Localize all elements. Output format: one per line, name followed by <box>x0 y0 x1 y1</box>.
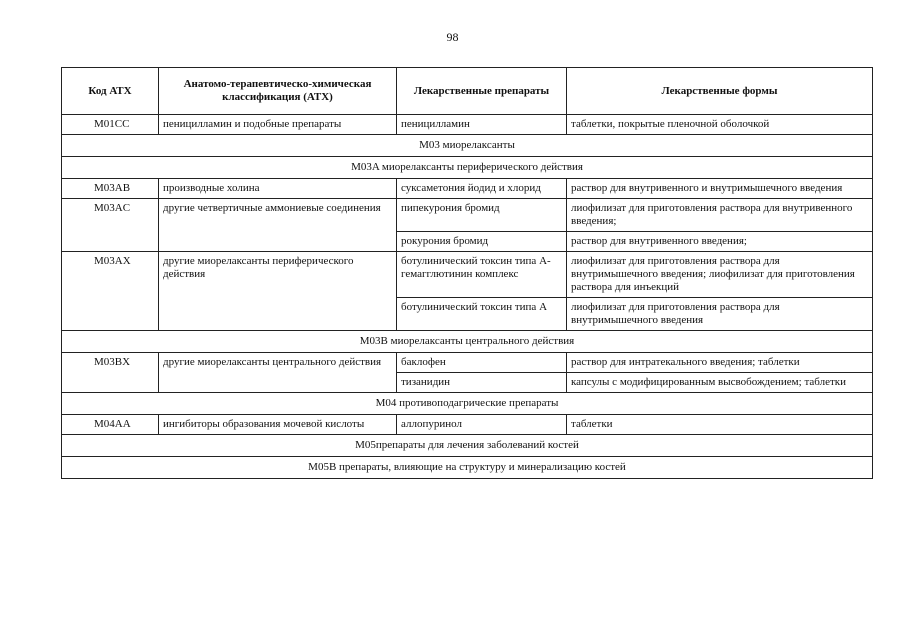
drug-form: таблетки <box>567 415 873 435</box>
table-row <box>62 252 873 298</box>
drug-form: раствор для интратекального введения; таблетки <box>567 353 873 373</box>
section-title: M05препараты для лечения заболеваний костей <box>62 435 873 457</box>
drug-form <box>567 252 873 298</box>
table-row <box>62 415 873 435</box>
drug-form-line: лиофилизат для приготовления раствора для внутримышечного введения; лиофилизат для приготовления <box>571 255 855 280</box>
atc-code: M04AA <box>62 415 159 435</box>
section-row <box>62 135 873 157</box>
drug-form: таблетки, покрытые пленочной оболочкой <box>567 115 873 135</box>
drug-form: капсулы с модифицированным высвобождением; таблетки <box>567 373 873 393</box>
drug-name: ботулинический токсин типа А-гемагглютинин комплекс <box>397 252 567 298</box>
table-header-row <box>62 68 873 115</box>
section-title: M05B препараты, влияющие на структуру и минерализацию костей <box>62 457 873 479</box>
drug-form: раствор для внутривенного введения; <box>567 232 873 252</box>
section-title: M03A миорелаксанты периферического действия <box>62 157 873 179</box>
atc-code: M01CC <box>62 115 159 135</box>
atc-code: M03BX <box>62 353 159 393</box>
atc-class: другие четвертичные аммониевые соединения <box>159 199 397 252</box>
header-code: Код АТХ <box>62 68 159 115</box>
atc-code: M03AC <box>62 199 159 252</box>
table-row <box>62 179 873 199</box>
page-number: 98 <box>446 30 459 44</box>
drug-name: суксаметония йодид и хлорид <box>397 179 567 199</box>
atc-class: пеницилламин и подобные препараты <box>159 115 397 135</box>
section-row <box>62 435 873 457</box>
drug-name: пеницилламин <box>397 115 567 135</box>
atc-class: производные холина <box>159 179 397 199</box>
atc-class: другие миорелаксанты периферического действия <box>159 252 397 331</box>
drug-name: ботулинический токсин типа А <box>397 298 567 331</box>
atc-code: M03AX <box>62 252 159 331</box>
drug-name: аллопуринол <box>397 415 567 435</box>
header-forms: Лекарственные формы <box>567 68 873 115</box>
atc-class: другие миорелаксанты центрального действия <box>159 353 397 393</box>
drug-form: лиофилизат для приготовления раствора для внутримышечного введения <box>567 298 873 331</box>
section-title: M03B миорелаксанты центрального действия <box>62 331 873 353</box>
atc-class: ингибиторы образования мочевой кислоты <box>159 415 397 435</box>
section-row <box>62 457 873 479</box>
section-row <box>62 331 873 353</box>
drug-form-line: раствора для инъекций <box>571 281 680 293</box>
drug-name: рокурония бромид <box>397 232 567 252</box>
section-row <box>62 157 873 179</box>
header-drugs: Лекарственные препараты <box>397 68 567 115</box>
drug-name: баклофен <box>397 353 567 373</box>
table-row <box>62 115 873 135</box>
table-row <box>62 199 873 232</box>
section-title: M04 противоподагрические препараты <box>62 393 873 415</box>
table-row <box>62 353 873 373</box>
drug-form: раствор для внутривенного и внутримышечного введения <box>567 179 873 199</box>
drug-name: тизанидин <box>397 373 567 393</box>
drug-name: пипекурония бромид <box>397 199 567 232</box>
section-row <box>62 393 873 415</box>
atc-code: M03AB <box>62 179 159 199</box>
drug-form: лиофилизат для приготовления раствора для внутривенного введения; <box>567 199 873 232</box>
section-title: M03 миорелаксанты <box>62 135 873 157</box>
header-classification: Анатомо-терапевтическо-химическая классификация (АТХ) <box>159 68 397 115</box>
atc-table <box>61 67 873 479</box>
